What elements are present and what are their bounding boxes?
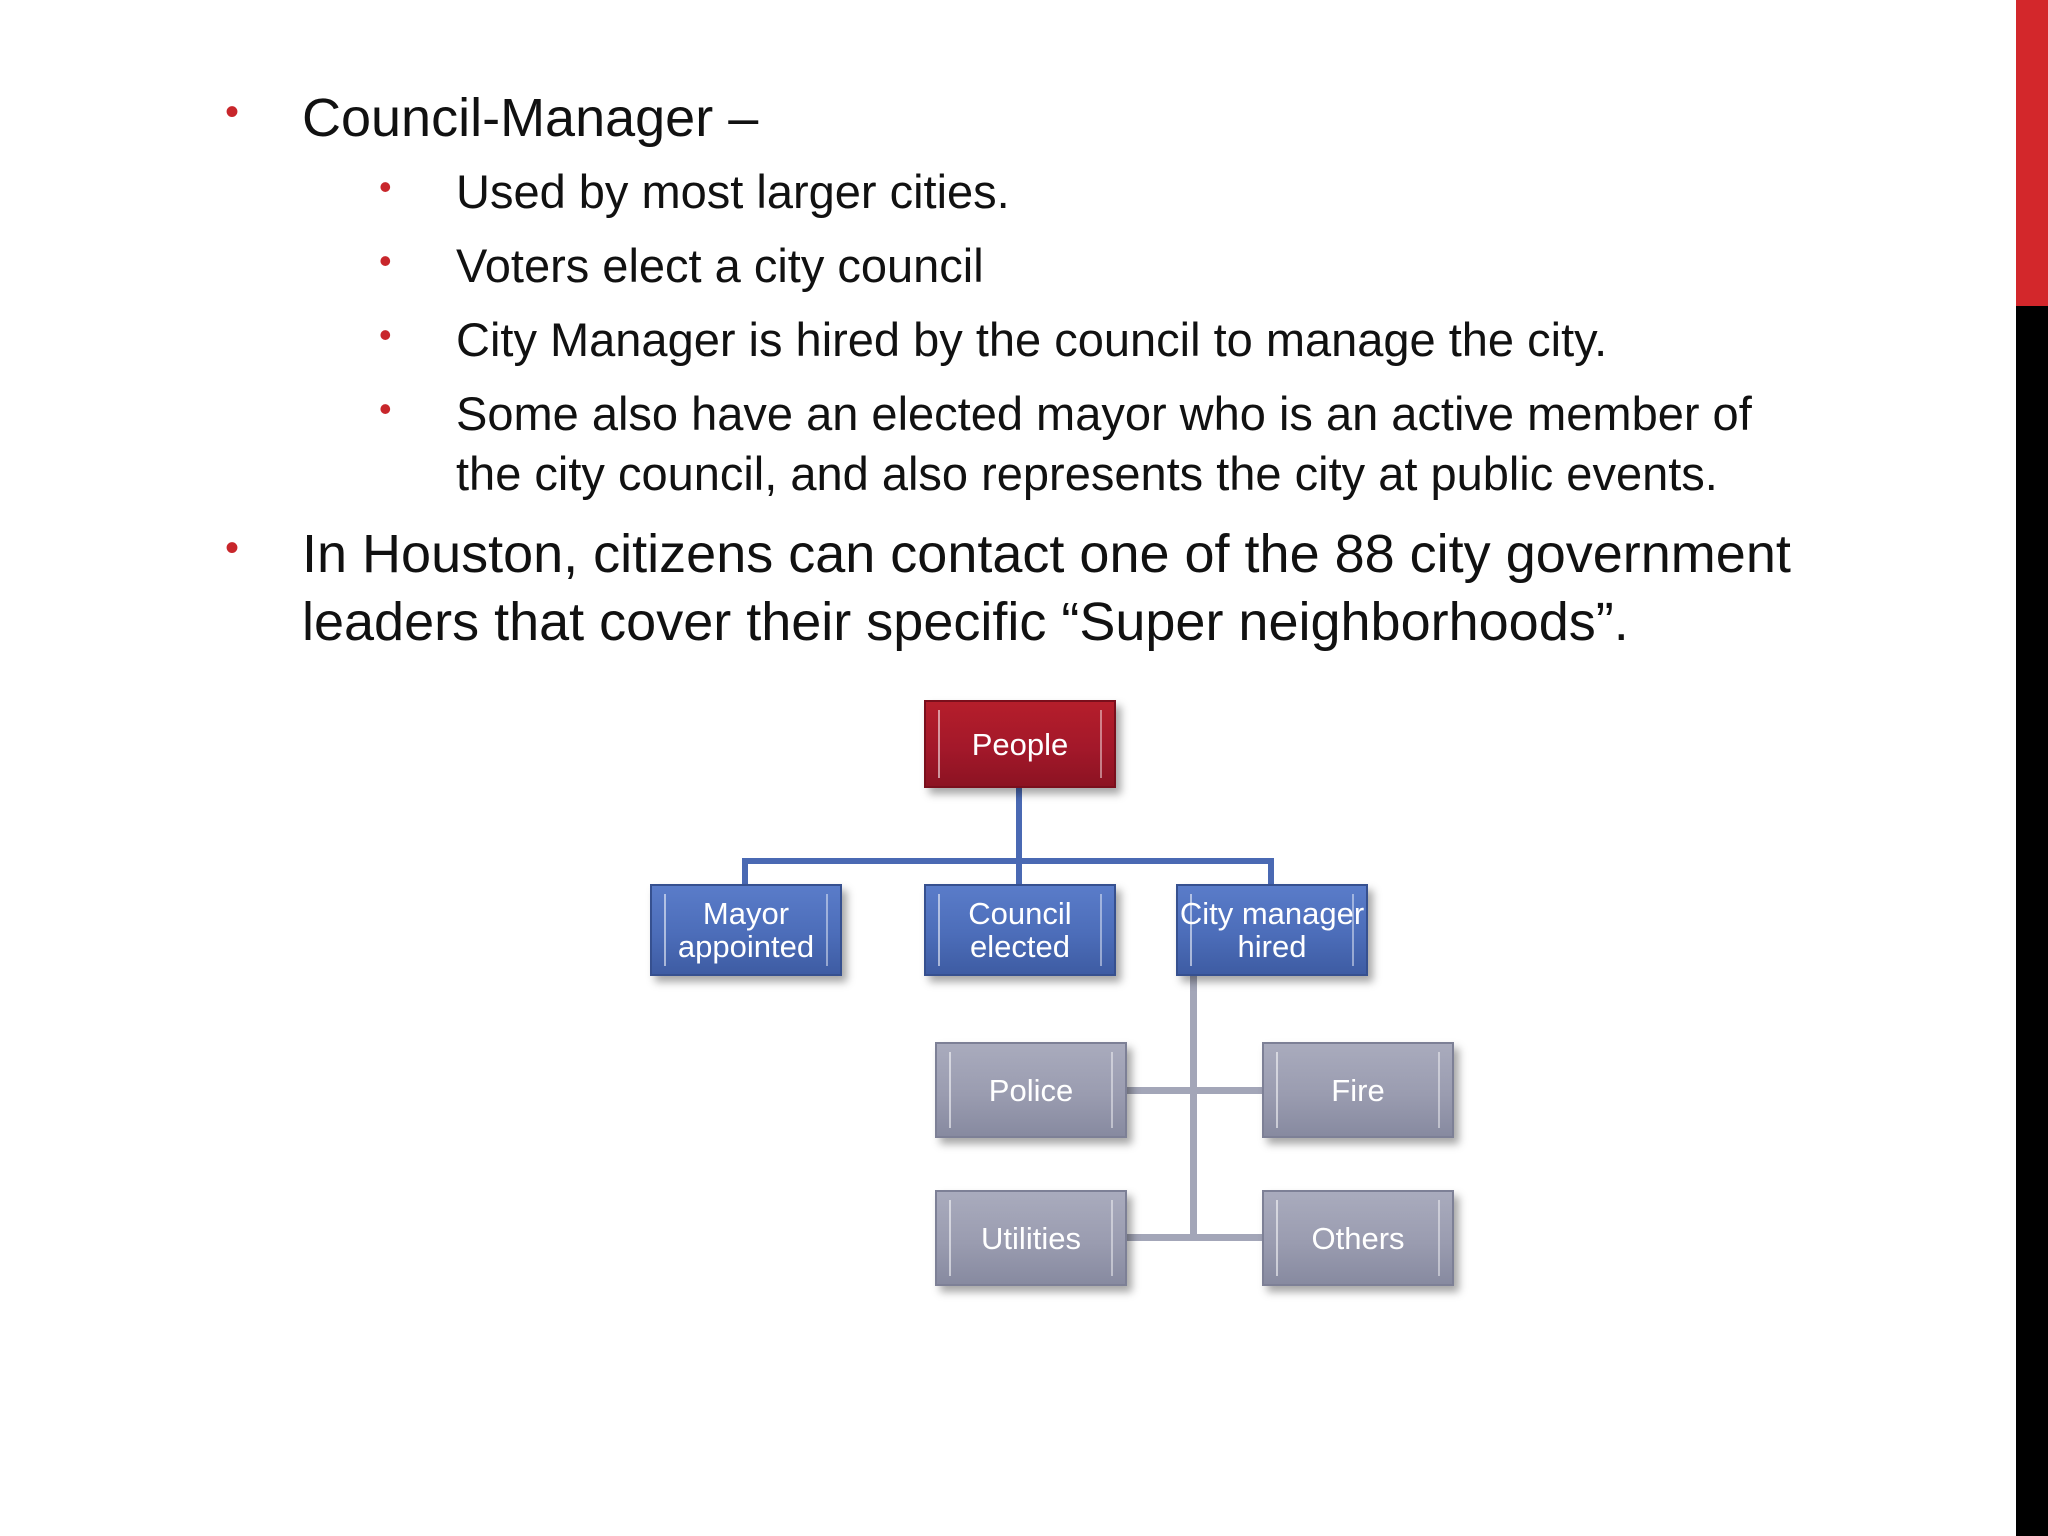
- node-council: [924, 884, 1116, 976]
- bullet-text-continued: the city council, and also represents the city at public events.: [456, 447, 1718, 500]
- bullet-text-continued: leaders that cover their specific “Super neighborhoods”.: [302, 592, 1629, 652]
- node-utilities: [935, 1190, 1127, 1286]
- node-label: Council elected: [968, 896, 1072, 964]
- bullet-text: Council-Manager –: [302, 88, 759, 148]
- node-label: Mayor appointed: [677, 896, 815, 964]
- bullet-dot: •: [379, 388, 392, 429]
- node-label: Utilities: [981, 1220, 1081, 1256]
- bullet-dot: •: [225, 526, 240, 570]
- node-label: Police: [988, 1072, 1074, 1108]
- node-label: Others: [1311, 1220, 1405, 1256]
- node-people: [924, 700, 1116, 788]
- node-fire: [1262, 1042, 1454, 1138]
- node-label: Fire: [1331, 1072, 1385, 1108]
- node-label: People: [971, 726, 1069, 762]
- bullet-text: Some also have an elected mayor who is an active member of: [456, 387, 1752, 440]
- bullet-text: In Houston, citizens can contact one of the 88 city government: [302, 524, 1791, 584]
- bullet-text: Used by most larger cities.: [456, 165, 1010, 218]
- connector-manager: [1268, 858, 1274, 884]
- node-mayor: [650, 884, 842, 976]
- accent-bar-black: [2016, 306, 2048, 1536]
- node-others: [1262, 1190, 1454, 1286]
- bullet-text: City Manager is hired by the council to manage the city.: [456, 313, 1608, 366]
- connector-police-fire: [1123, 1087, 1265, 1094]
- connector-utilities-others: [1123, 1234, 1265, 1241]
- accent-bar-red: [2016, 0, 2048, 306]
- connector-people-down: [1016, 788, 1022, 862]
- connector-mayor: [742, 858, 748, 884]
- connector-departments-spine: [1190, 976, 1197, 1238]
- node-city-manager: [1176, 884, 1368, 976]
- connector-council: [1016, 858, 1022, 884]
- bullet-text: Voters elect a city council: [456, 239, 984, 292]
- bullet-dot: •: [225, 90, 240, 134]
- bullet-dot: •: [379, 240, 392, 281]
- bullet-dot: •: [379, 314, 392, 355]
- node-label: City manager hired: [1179, 896, 1365, 964]
- connector-horizontal: [742, 858, 1274, 864]
- bullet-dot: •: [379, 166, 392, 207]
- node-police: [935, 1042, 1127, 1138]
